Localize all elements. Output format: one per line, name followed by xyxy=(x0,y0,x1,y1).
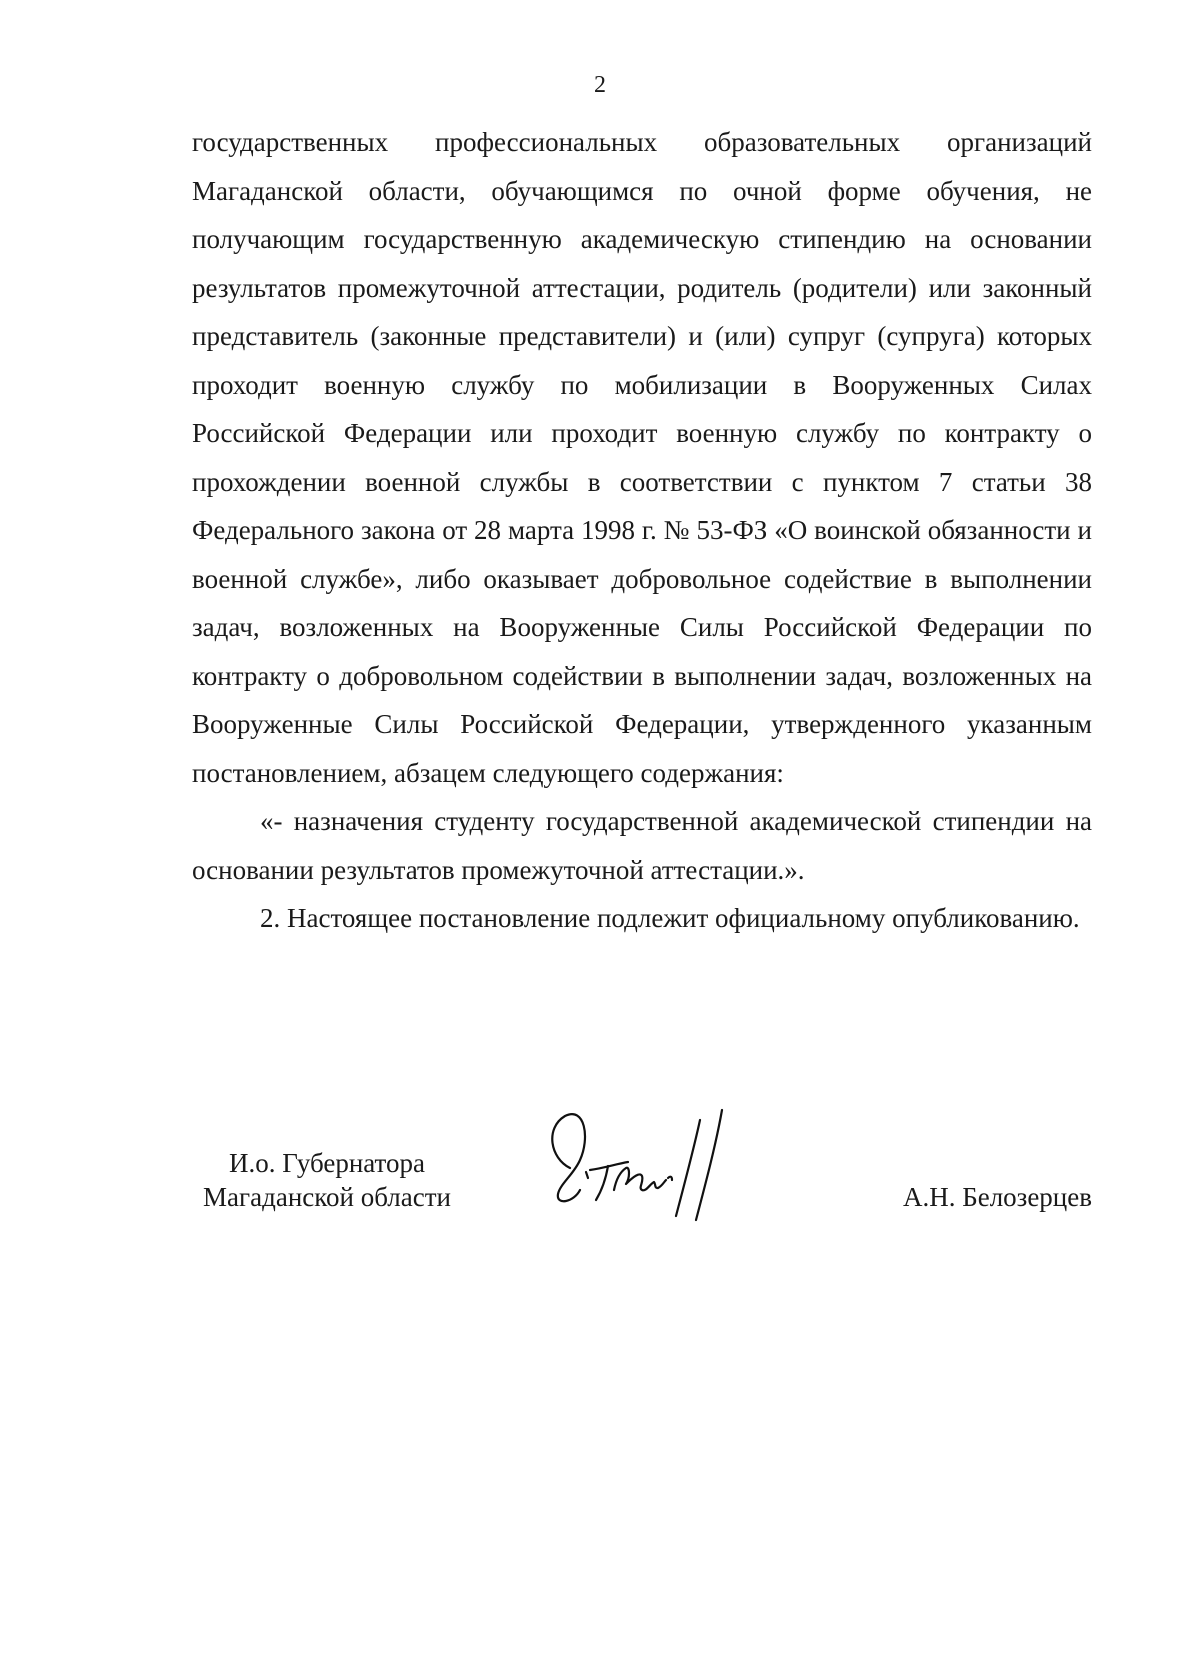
signer-name: А.Н. Белозерцев xyxy=(902,1182,1092,1212)
paragraph-quoted-amendment: «- назначения студенту государственной академической стипендии на основании результатов промежуточной аттестации.». xyxy=(192,806,1092,885)
signer-title-line-2: Магаданской области xyxy=(203,1182,451,1212)
paragraph-continuation: государственных профессиональных образовательных организаций Магаданской области, обучающимся по очной форме обучения, не получающим государственную академическую стипендию на основании результатов промежуточной аттестации, родитель (родители) или законный представитель (законные представители) и (или) супруг (супруга) которых проходит военную службу по мобилизации в Вооруженных Силах Российской Федерации или проходит военную службу по контракту о прохождении военной службы в соответствии с пунктом 7 статьи 38 Федерального закона от 28 марта 1998 г. № 53-ФЗ «О воинской обязанности и военной службе», либо оказывает добровольное содействие в выполнении задач, возложенных на Вооруженные Силы Российской Федерации по контракту о добровольном содействии в выполнении задач, возложенных на Вооруженные Силы Российской Федерации, утвержденного указанным постановлением, абзацем следующего содержания: xyxy=(192,127,1092,788)
document-body xyxy=(192,118,1092,943)
paragraph-publication-clause: 2. Настоящее постановление подлежит официальному опубликованию. xyxy=(260,903,1080,933)
page-number: 2 xyxy=(594,72,606,98)
handwritten-signature xyxy=(530,1098,770,1228)
signer-title-line-1: И.о. Губернатора xyxy=(228,1148,425,1178)
signer-title xyxy=(192,1146,462,1214)
signature-block xyxy=(0,1130,1200,1250)
